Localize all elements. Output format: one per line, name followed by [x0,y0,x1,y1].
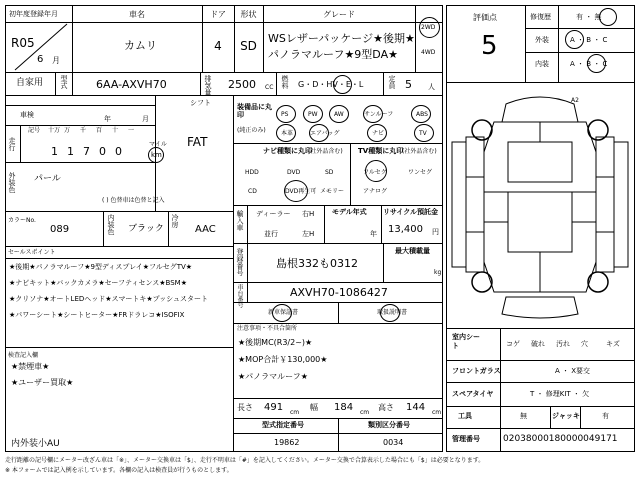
recycle: 13,400 [388,224,423,235]
tv-item: アナログ [363,188,388,195]
model-year-unit: 年 [370,230,377,238]
model-year-label: モデル年式 [332,208,367,216]
footer-line-2: ※ 本フォームでは記入例を示しています。各欄の記入は検査員が行うものとします。 [5,467,233,474]
equipment-item: 本革 [281,130,294,137]
shape: SD [240,39,257,53]
record-label: 記号 [28,127,41,134]
equipment-item-circle [303,105,323,123]
navi-sub: (社外品含む) [308,148,343,155]
cc-unit: CC [265,84,274,91]
width-unit: cm [360,409,370,416]
equipment-item: ABS [416,111,428,118]
fuel-label: 燃料 [281,75,289,89]
recycle-label: リサイクル預託金 [383,208,439,216]
score-label: 評価点 [473,13,497,22]
import-parallel: 並行 [264,230,278,238]
mileage-label: 走行 [8,137,16,151]
mileage-digit: 1 [51,145,58,158]
reg-year-label: 初年度登録年月 [9,10,58,18]
car-damage-diagram [446,82,635,328]
equipment-item-circle [276,105,296,123]
mileage-digit: 1 [67,145,74,158]
car-name: カムリ [124,39,157,52]
ac-label: 冷房 [171,214,179,228]
interior-color: ブラック [128,224,164,234]
navi-label: ナビ種類に丸印 [263,147,312,155]
mileage-unit-label: 百 [96,127,103,134]
equipment-sub: (純正のみ) [237,127,266,134]
tv-item: フルセグ [363,169,387,176]
import-dealer: ディーラー [256,210,291,218]
model-label: 型式 [60,75,68,89]
navi-item: CD [248,188,257,195]
repair-value: 有 ・ 無 [576,13,602,21]
manual: 取扱説明書 [377,309,408,316]
new-warranty-circle [272,304,292,322]
equipment-item: PW [308,111,318,118]
import-left: 左H [302,230,315,238]
equipment-item-circle [363,105,383,123]
notes-line: ★後期MC(R3/2~)★ [238,338,313,347]
exterior-value: A ・ B ・ C [570,36,608,44]
max-load-label: 最大積載量 [395,247,430,255]
mgmt-label: 管理番号 [452,435,480,443]
tools-label: 工具 [458,412,472,420]
sales-label: セールスポイント [8,249,56,256]
mgmt-no: 02038000180000049171 [503,434,618,444]
notes-label: 注意事項・不具合箇所 [237,325,298,332]
reg-month: 6 [37,54,44,65]
glass-label: フロントガラス [452,367,501,375]
mile-label: マイル [149,141,167,148]
model: 6AA-AXVH70 [96,78,167,91]
tv-sub: (社外品含む) [402,148,437,155]
seat-item: キズ [606,340,620,348]
reg-date-divider [5,22,72,72]
registration: 島根332も0312 [276,257,358,270]
interior-b-circle [587,54,606,73]
drive-4wd: 4WD [421,49,436,56]
usage: 自家用 [16,78,44,88]
inspector-line: ★禁煙車★ [11,362,50,371]
inspector-bottom: 内外装小AU [11,439,60,449]
equipment-item-circle [329,105,349,123]
exterior-a-circle [565,30,584,49]
notes-line: ★パノラマルーフ★ [238,372,308,381]
equipment-item-circle [367,124,387,142]
height: 144 [406,402,426,413]
navi-item: メモリー [320,188,345,195]
drive-2wd: 2WD [421,24,436,31]
sales-line: ★後期★パノラマルーフ★9型ディスプレイ★フルセグTV★ [9,263,193,271]
class-label: 類別区分番号 [368,421,410,429]
doors: 4 [214,39,222,53]
reg-month-unit: 月 [52,56,60,65]
equipment-item: エアバッグ [310,130,340,137]
color-label: 外装色 [8,172,16,193]
interior-label: 内装 [535,60,549,68]
seat-item: 破れ [531,340,545,348]
seat-item: 汚れ [556,340,570,348]
equipment-item: AW [334,111,344,118]
equipment-item: サンルーフ [364,111,394,118]
equipment-item: PS [281,111,289,118]
new-warranty: 新車保証書 [268,309,299,316]
exterior-label: 外装 [535,36,549,44]
navi-item: SD [325,169,334,176]
tools-value: 無 [520,412,527,420]
spare-value: T ・ 修理KIT ・ 欠 [530,390,590,398]
mileage-unit-label: 千 [80,127,87,134]
shape-label: 形状 [240,10,257,19]
equipment-item-circle [276,124,296,142]
width: 184 [334,402,354,413]
navi-item: DVD [287,169,301,176]
inspection-month-unit: 月 [142,115,149,123]
color-note: ( ) 色替車は色替と記入 [102,197,165,204]
length-label: 長さ [237,403,253,412]
sales-line: ★ナビキット★バックカメラ★セーフティセンス★BSM★ [9,279,187,287]
mileage-unit-label: 一 [128,127,135,134]
mileage-digit: 0 [115,145,122,158]
capacity: 5 [405,78,412,91]
displacement: 2500 [228,78,256,91]
sales-line: ★パワーシート★シートヒーター★FRドラレコ★ISOFIX [9,311,185,319]
equipment-item-circle [309,124,329,142]
color-no-label: カラーNo. [8,217,36,224]
shift: FAT [187,135,208,149]
import-label: 輸入車 [236,210,244,231]
inspector-label: 検査記入欄 [8,352,39,359]
fuel-hv-circle [333,75,352,94]
jack-value: 有 [602,412,609,420]
mileage-unit-label: 万 [64,127,71,134]
grade-line-2: パノラマルーフ★9型DA★ [268,48,398,61]
km-label: km [151,151,162,159]
color: パール [34,174,61,184]
spare-label: スペアタイヤ [452,390,494,398]
registration-label: 登録番号 [236,248,244,276]
navi-item: DVD再生可 [285,188,317,195]
type-spec: 19862 [274,438,300,447]
length-unit: cm [290,409,300,416]
glass-value: A ・ X要交 [555,367,591,375]
tv-fullseg-circle [365,160,387,182]
interior-color-label: 内装色 [107,214,115,235]
equipment-item: TV [419,130,427,137]
interior-value: A ・ B ・ C [570,60,608,68]
mileage-digit: 0 [99,145,106,158]
kg-unit: kg [434,269,442,276]
shift-label: シフト [190,99,211,107]
class-no: 0034 [383,438,404,447]
capacity-label: 定員 [388,75,396,89]
mileage-unit-label: 十 [112,127,119,134]
diagram-code: A2 [571,97,579,104]
repair-label: 修復歴 [530,13,551,21]
jack-label: ジャッキ [552,412,580,420]
displacement-label: 排気量 [204,75,212,96]
inspector-line: ★ユーザー買取★ [11,378,74,387]
seat-label: 室内シート [452,333,480,351]
type-spec-label: 型式指定番号 [262,421,304,429]
fuel-options: G・D・HV・E・L [298,80,364,89]
equipment-item: ナビ [372,130,385,137]
color-no: 089 [50,224,70,235]
notes-line: ★MOP合計￥130,000★ [238,355,328,364]
sales-line: ★クリソナ★オートLEDヘッド★スマートキ★プッシュスタート [9,295,209,303]
inspection-label: 車検 [20,111,34,119]
inspection-year-unit: 年 [104,115,111,123]
manual-circle [380,304,400,322]
door-label: ドア [210,10,226,19]
footer-line-1: 走行距離の記号欄にメーター改ざん車は「※」、メーター交換車は「$」、走行不明車は「#」を記入してください。メーター交換で合算表示した場合にも「$」は必要となります。 [5,457,485,464]
mileage-unit-label: 十万 [48,127,61,134]
seat-item: コゲ [506,340,520,348]
equipment-label: 装備品に丸印 [237,103,272,120]
km-circle [148,147,164,163]
navi-item: HDD [245,169,259,176]
seat-item: 穴 [581,340,588,348]
chassis: AXVH70-1086427 [290,286,388,299]
mileage-digit: 7 [83,145,90,158]
tv-item: ワンセグ [408,169,433,176]
repair-none-circle [599,8,617,26]
yen-unit: 円 [432,228,439,236]
reg-year: R05 [11,36,35,50]
navi-dvd-play-circle [284,180,308,202]
car-name-label: 車名 [129,10,145,19]
length: 491 [264,402,284,413]
height-unit: cm [432,409,442,416]
grade-label: グレード [323,10,355,19]
score: 5 [481,31,498,61]
import-right: 右H [302,210,315,218]
grade-line-1: WSレザーパッケージ★後期★ [268,32,415,45]
width-label: 幅 [310,403,318,412]
height-label: 高さ [378,403,394,412]
ac: AAC [195,224,216,235]
chassis-label: 車台番号 [236,284,243,308]
person-unit: 人 [428,83,435,91]
equipment-item-circle [411,105,431,123]
tv-label: TV種類に丸印 [358,147,404,155]
equipment-item-circle [414,124,434,142]
